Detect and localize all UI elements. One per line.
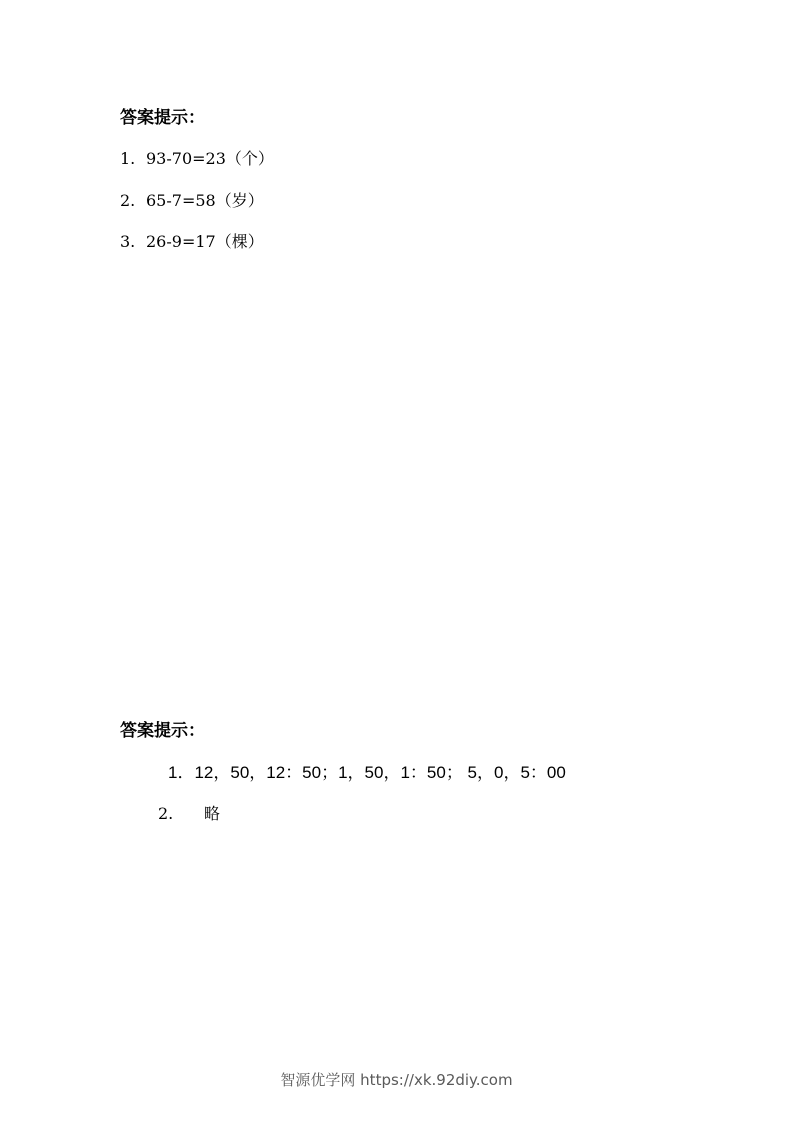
answer-item-1 [120,149,274,169]
answer-item-text: 65-7=58（岁） [146,191,264,210]
answer-item-number: 3. [120,232,136,251]
answer-item-number: 2. [120,191,136,210]
answer-item-time: 1．12，50，12：50；1，50，1：50； 5，0，5：00 [168,763,566,782]
answer-item-3 [120,232,264,252]
answer-item-2 [120,191,264,211]
answer-hint-heading-1: 答案提示： [120,108,205,128]
answer-item-number: 2. [158,804,174,823]
answer-item-text: 26-9=17（棵） [146,232,264,251]
answer-item-text: 93-70=23（个） [146,149,274,168]
answer-item-text: 略 [204,804,221,823]
answer-hint-heading-2: 答案提示： [120,721,205,741]
answer-item-omitted [158,804,220,824]
footer-watermark: 智源优学网 https://xk.92diy.com [280,1071,513,1089]
answer-item-number: 1. [120,149,136,168]
